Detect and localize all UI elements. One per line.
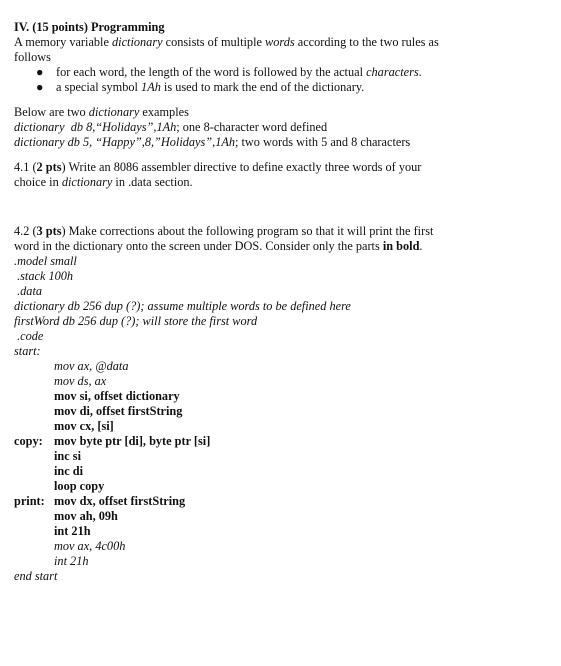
bullet-text: . <box>418 65 422 79</box>
bullet-text: for each word, the length of the word is followed by the actual <box>56 65 367 79</box>
code-instruction: int 21h <box>54 554 89 568</box>
code-instruction: mov ax, @data <box>54 359 129 373</box>
bullet-text: a special symbol <box>56 80 142 94</box>
example-1-note: ; one 8-character word defined <box>176 120 328 134</box>
code-line-inc-di <box>14 464 554 479</box>
code-instruction-bold: mov dx, offset firstString <box>54 494 186 508</box>
code-line-mov-cx <box>14 419 554 434</box>
code-label: start: <box>14 344 41 358</box>
code-instruction-bold: mov si, offset dictionary <box>54 389 180 403</box>
code-text: .code <box>14 329 44 343</box>
example-1 <box>14 120 554 135</box>
intro-words-term: words <box>265 35 295 49</box>
part1-points: 2 pts <box>36 160 62 174</box>
examples-text: Below are two <box>14 105 89 119</box>
intro-text: according to the two rules as <box>294 35 439 49</box>
bullet-dot-icon: ● <box>36 65 44 79</box>
part1-dictionary-term: dictionary <box>61 175 113 189</box>
example-2-note: ; two words with 5 and 8 characters <box>235 135 411 149</box>
code-instruction-bold: mov cx, [si] <box>54 419 114 433</box>
code-line-stack <box>14 269 554 284</box>
example-2-code: dictionary db 5, “Happy”,8,”Holidays”,1Ah <box>14 135 236 149</box>
bullet-dot-icon: ● <box>36 80 44 94</box>
code-line-dictionary <box>14 299 554 314</box>
code-text: .data <box>14 284 43 298</box>
examples-heading <box>14 105 554 120</box>
code-instruction-bold: mov byte ptr [di], byte ptr [si] <box>54 434 211 448</box>
part2-line-2 <box>14 239 554 254</box>
code-instruction-bold: inc di <box>54 464 84 478</box>
intro-line-2: follows <box>14 50 51 64</box>
part1-text: in .data section. <box>112 175 193 189</box>
intro-text: A memory variable <box>14 35 113 49</box>
code-line-mov-si <box>14 389 554 404</box>
code-label-copy: copy: <box>14 434 43 448</box>
code-instruction-bold: int 21h <box>54 524 91 538</box>
code-instruction: mov ax, 4c00h <box>54 539 126 553</box>
part2-line-1 <box>14 224 554 239</box>
code-instruction-bold: loop copy <box>54 479 105 493</box>
code-instruction: mov ds, ax <box>54 374 107 388</box>
code-line-start <box>14 344 554 359</box>
code-instruction-bold: mov ah, 09h <box>54 509 118 523</box>
intro-text: consists of multiple <box>162 35 266 49</box>
part1-line-1 <box>14 160 554 175</box>
code-line-copy <box>14 434 554 449</box>
code-text: firstWord db 256 dup (?); will store the first word <box>14 314 258 328</box>
part2-text: word in the dictionary onto the screen under DOS. Consider only the parts <box>14 239 383 253</box>
code-line-mov-di <box>14 404 554 419</box>
example-2 <box>14 135 554 150</box>
part1-text: ) Write an 8086 assembler directive to define exactly three words of your <box>61 160 422 174</box>
bullet-item-1 <box>14 65 554 80</box>
bullet-text: is used to mark the end of the dictionary. <box>160 80 365 94</box>
example-1-code: dictionary db 8,“Holidays”,1Ah <box>14 120 177 134</box>
code-line-mov-ax-exit <box>14 539 554 554</box>
part2-bold-term: in bold <box>382 239 420 253</box>
intro-dictionary-term: dictionary <box>112 35 163 49</box>
code-instruction-bold: mov di, offset firstString <box>54 404 183 418</box>
code-text: end start <box>14 569 58 583</box>
bullet-symbol: 1Ah <box>141 80 161 94</box>
code-text: dictionary db 256 dup (?); assume multiple words to be defined here <box>14 299 351 313</box>
code-line-int21-1 <box>14 524 554 539</box>
code-line-mov-ax <box>14 359 554 374</box>
code-instruction-bold: inc si <box>54 449 81 463</box>
code-line-int21-2 <box>14 554 554 569</box>
code-line-code <box>14 329 554 344</box>
part1-text: choice in <box>14 175 62 189</box>
code-line-mov-ah <box>14 509 554 524</box>
code-text: .model small <box>14 254 77 268</box>
part2-text: ) Make corrections about the following program so that it will print the first <box>61 224 434 238</box>
code-line-end <box>14 569 554 584</box>
document-page <box>14 20 554 584</box>
code-text: .stack 100h <box>14 269 74 283</box>
code-line-data <box>14 284 554 299</box>
code-label-print: print: <box>14 494 45 508</box>
question-title: IV. (15 points) Programming <box>14 20 165 34</box>
part2-text: . <box>419 239 423 253</box>
code-line-model <box>14 254 554 269</box>
code-line-loop <box>14 479 554 494</box>
part2-number: 4.2 ( <box>14 224 37 238</box>
bullet-characters-term: characters <box>366 65 419 79</box>
code-line-mov-ds <box>14 374 554 389</box>
examples-dictionary-term: dictionary <box>88 105 140 119</box>
intro-line-1 <box>14 35 554 50</box>
bullet-item-2 <box>14 80 554 95</box>
examples-text: examples <box>139 105 189 119</box>
code-line-print <box>14 494 554 509</box>
code-line-inc-si <box>14 449 554 464</box>
code-line-firstword <box>14 314 554 329</box>
part1-number: 4.1 ( <box>14 160 37 174</box>
part2-points: 3 pts <box>36 224 62 238</box>
part1-line-2 <box>14 175 554 190</box>
